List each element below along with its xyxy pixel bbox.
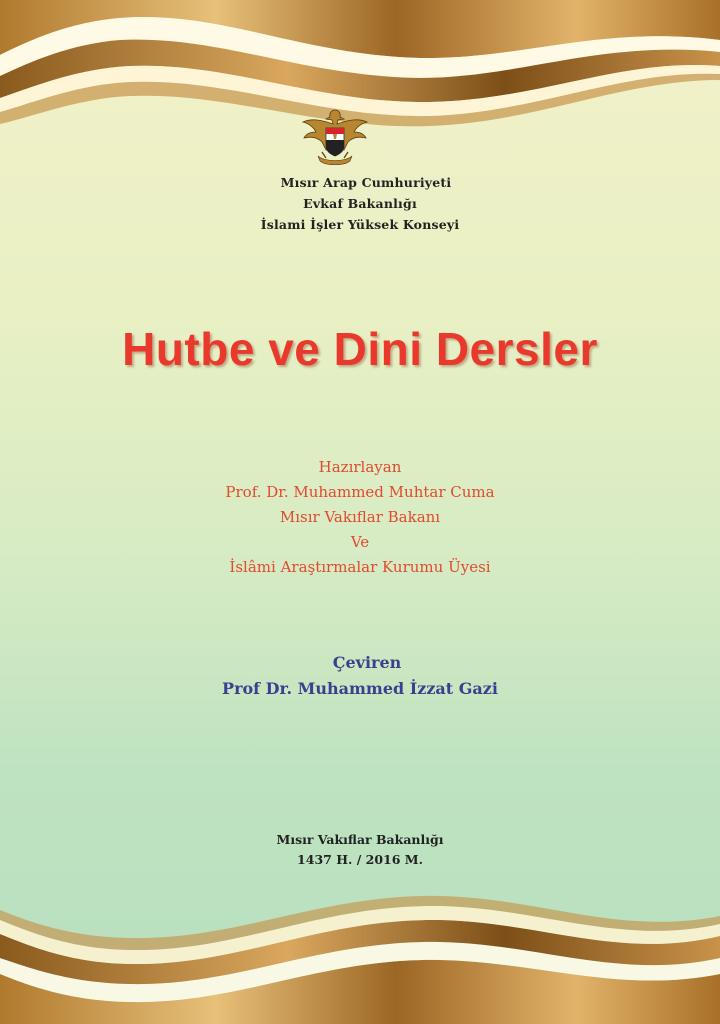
publication-date: 1437 H. / 2016 M. [297,852,423,867]
preparer-conjunction: Ve [350,533,370,551]
book-title: Hutbe ve Dini Dersler [122,323,598,375]
bottom-gold-wave-decoration [0,874,720,1024]
preparer-block [0,455,720,580]
eagle-emblem-icon [300,106,370,168]
preparer-role-minister: Mısır Vakıflar Bakanı [279,508,441,526]
preparer-role-member: İslâmi Araştırmalar Kurumu Üyesi [229,558,491,576]
translator-block [0,650,720,702]
institution-country: Mısır Arap Cumhuriyeti [280,175,452,190]
preparer-name: Prof. Dr. Muhammed Muhtar Cuma [225,483,495,501]
preparer-label: Hazırlayan [318,458,402,476]
publisher-name: Mısır Vakıflar Bakanlığı [276,832,444,847]
institution-ministry: Evkaf Bakanlığı [303,196,417,211]
translator-name: Prof Dr. Muhammed İzzat Gazi [222,679,498,698]
publisher-block [0,830,720,870]
institution-council: İslami İşler Yüksek Konseyi [260,217,460,232]
translator-label: Çeviren [332,653,402,672]
institution-block [0,172,720,235]
